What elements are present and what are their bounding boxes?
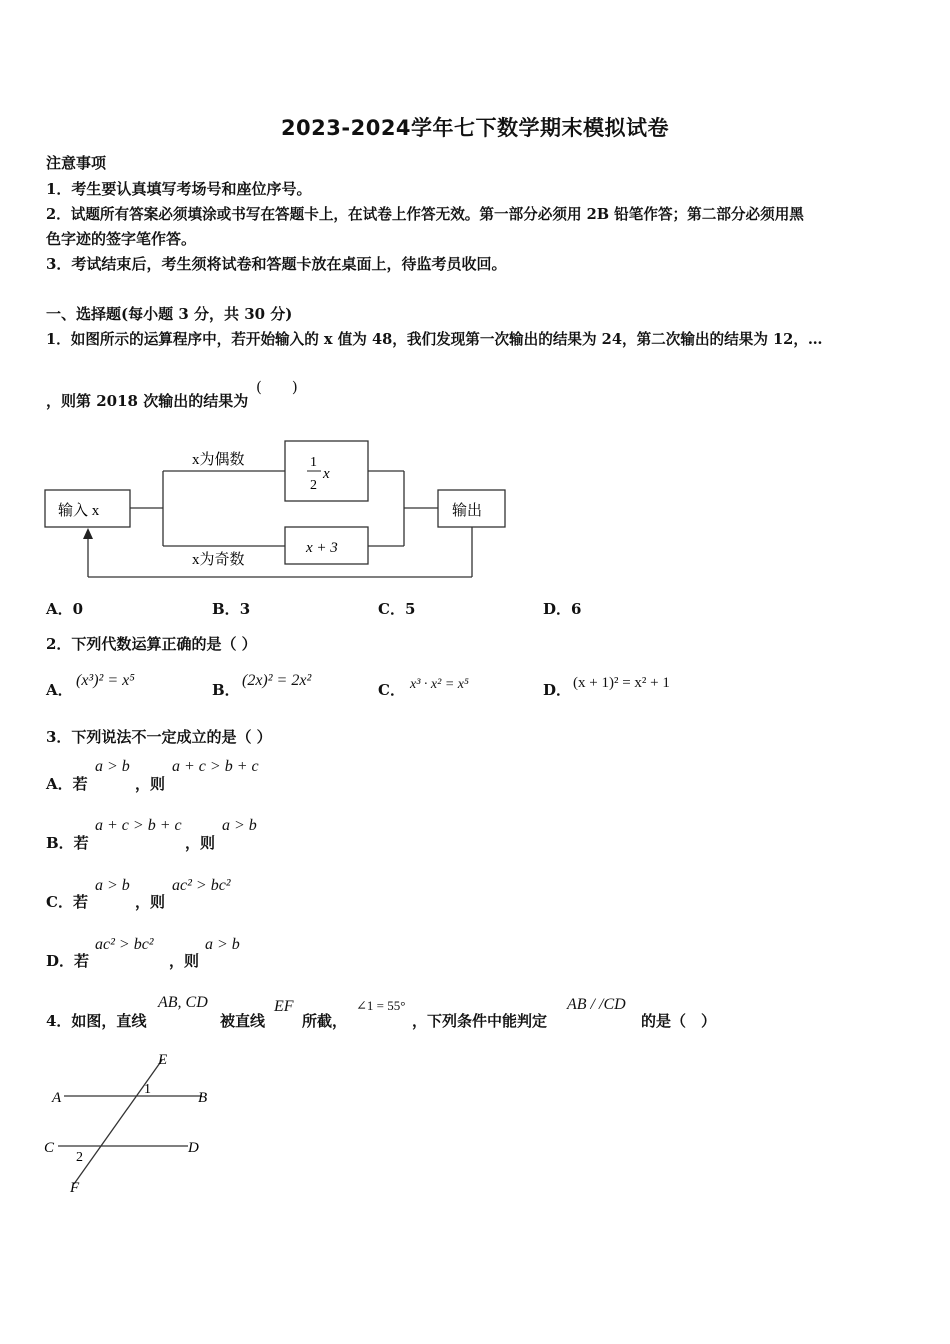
- question-4-math: AB, CD: [158, 994, 208, 1011]
- question-4-stem: 被直线: [220, 1012, 266, 1030]
- page-title: 2023-2024学年七下数学期末模拟试卷: [280, 116, 670, 140]
- option-label: C．: [378, 681, 405, 699]
- notice-item: 色字迹的签字笔作答。: [46, 230, 197, 248]
- option: [212, 598, 250, 619]
- flow-arrow-icon: [83, 528, 93, 539]
- point-label: A: [52, 1090, 62, 1106]
- section-heading: 一、选择题(每小题 3 分，共 30 分): [46, 305, 293, 323]
- option-label: C．: [378, 600, 405, 618]
- option-condition: a + c > b + c: [95, 817, 182, 834]
- line-ef: [74, 1060, 162, 1184]
- option-result: a > b: [222, 817, 257, 834]
- option-label: B．: [212, 681, 240, 699]
- question-4-stem: 的是（ ）: [641, 1012, 717, 1030]
- angle-label: 1: [144, 1082, 151, 1097]
- question-4-math: AB / /CD: [567, 996, 626, 1013]
- flow-half-variable: x: [323, 466, 330, 482]
- option-result: a > b: [205, 936, 240, 953]
- option: [543, 598, 581, 619]
- question-4-math: ∠1 = 55°: [356, 998, 406, 1013]
- option-label: B．若: [46, 834, 89, 852]
- question-1-stem: 1．如图所示的运算程序中，若开始输入的 x 值为 48，我们发现第一次输出的结果为 24，第二次输出的结果为 12，…: [46, 331, 823, 348]
- notice-item: 3．考试结束后，考生须将试卷和答题卡放在桌面上，待监考员收回。: [46, 255, 507, 273]
- question-4-stem: 4．如图，直线: [46, 1012, 147, 1030]
- point-label: D: [188, 1140, 199, 1156]
- option-value: 6: [571, 600, 582, 618]
- parallel-lines-figure: [40, 1048, 240, 1198]
- flow-odd-label: x为奇数: [192, 552, 245, 568]
- flow-plus3-label: x + 3: [306, 540, 338, 556]
- option-then: ，则: [135, 893, 166, 911]
- option-value: 5: [404, 600, 416, 618]
- point-label: E: [158, 1052, 168, 1068]
- option-value: 3: [239, 600, 251, 618]
- notice-heading: 注意事项: [46, 154, 107, 172]
- notice-item: 2．试题所有答案必须填涂或书写在答题卡上，在试卷上作答无效。第一部分必须用 2B 铅笔作答；第二部分必须用黑: [46, 206, 804, 223]
- option-label: A．: [46, 600, 73, 618]
- option-then: ，则: [185, 834, 216, 852]
- point-label: B: [198, 1090, 208, 1106]
- question-2-stem: 2．下列代数运算正确的是（ ）: [46, 635, 257, 653]
- point-label: F: [70, 1180, 80, 1196]
- option-result: a + c > b + c: [172, 758, 259, 775]
- question-4-stem: 所截，: [302, 1012, 348, 1030]
- option: [46, 598, 83, 619]
- option-label: C．若: [46, 893, 88, 911]
- option-label: A．若: [46, 775, 88, 793]
- option-label: B．: [212, 600, 240, 618]
- option-label: D．若: [46, 952, 90, 970]
- question-1-stem-cont: ，则第 2018 次输出的结果为: [46, 392, 249, 410]
- option-then: ，则: [135, 775, 166, 793]
- option-then: ，则: [169, 952, 200, 970]
- flow-half-numerator: 1: [310, 455, 317, 470]
- flow-half-denominator: 2: [310, 478, 317, 493]
- flow-output-label: 输出: [452, 503, 483, 519]
- option-expression: (x + 1)² = x² + 1: [573, 675, 670, 691]
- option-label: D．: [543, 600, 572, 618]
- option-expression: x³ · x² = x⁵: [410, 677, 469, 692]
- notice-item: 1．考生要认真填写考场号和座位序号。: [46, 180, 312, 198]
- option-label: A．: [46, 681, 73, 699]
- answer-paren: ( ): [256, 378, 298, 396]
- option-condition: ac² > bc²: [95, 936, 154, 953]
- option-condition: a > b: [95, 877, 130, 894]
- question-3-stem: 3．下列说法不一定成立的是（ ）: [46, 728, 272, 746]
- option-result: ac² > bc²: [172, 877, 231, 894]
- option-expression: (x³)² = x⁵: [76, 672, 135, 689]
- option-condition: a > b: [95, 758, 130, 775]
- option-label: D．: [543, 681, 572, 699]
- question-4-stem: ，下列条件中能判定: [412, 1012, 548, 1030]
- angle-label: 2: [76, 1150, 83, 1165]
- option: [378, 598, 415, 619]
- flowchart-figure: [40, 436, 520, 586]
- option-value: 0: [72, 600, 84, 618]
- point-label: C: [44, 1140, 55, 1156]
- question-4-math: EF: [274, 998, 294, 1015]
- flow-input-label: 输入 x: [58, 503, 100, 519]
- flow-even-label: x为偶数: [192, 452, 245, 468]
- option-expression: (2x)² = 2x²: [242, 672, 312, 689]
